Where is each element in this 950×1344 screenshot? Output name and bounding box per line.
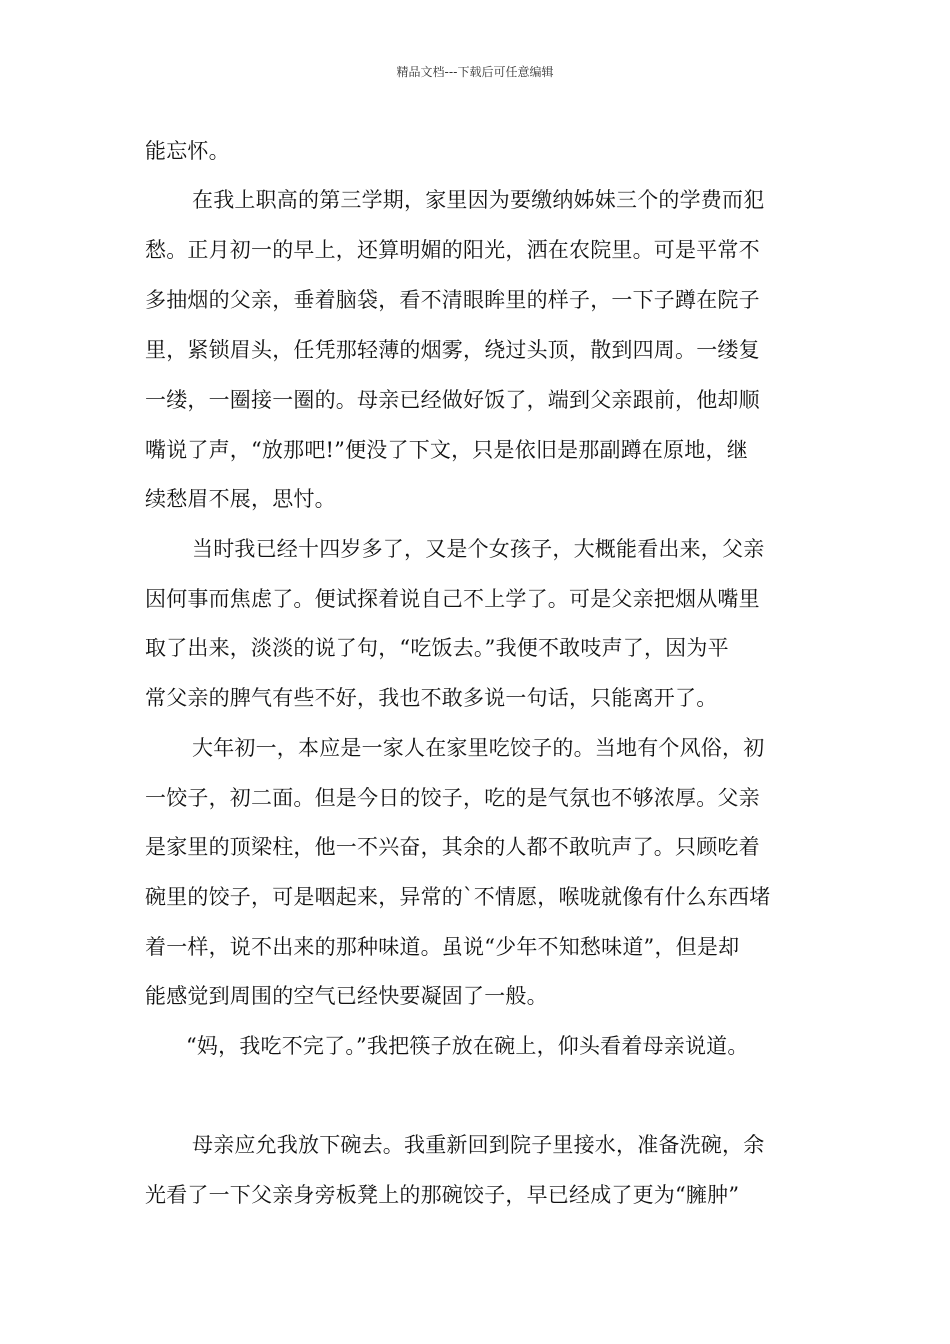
text-line: 愁。正月初一的早上，还算明媚的阳光，洒在农院里。可是平常不 — [145, 238, 760, 262]
text-line: 着一样，说不出来的那种味道。虽说“少年不知愁味道”，但是却 — [145, 935, 740, 959]
text-line: 因何事而焦虑了。便试探着说自己不上学了。可是父亲把烟从嘴里 — [145, 587, 760, 611]
text-line: 续愁眉不展，思忖。 — [145, 487, 336, 511]
text-line: 嘴说了声，“放那吧!”便没了下文，只是依旧是那副蹲在原地，继 — [145, 438, 748, 462]
text-line: 是家里的顶梁柱，他一不兴奋，其余的人都不敢吭声了。只顾吃着 — [145, 835, 760, 859]
text-line: 碗里的饺子，可是咽起来，异常的`不情愿，喉咙就像有什么东西堵 — [145, 885, 771, 909]
text-line: 一饺子，初二面。但是今日的饺子，吃的是气氛也不够浓厚。父亲 — [145, 786, 760, 810]
text-line: 当时我已经十四岁多了，又是个女孩子，大概能看出来，父亲 — [192, 537, 765, 561]
text-line: 能忘怀。 — [145, 139, 230, 163]
text-line: 能感觉到周围的空气已经快要凝固了一般。 — [145, 984, 548, 1008]
text-line: 在我上职高的第三学期，家里因为要缴纳姊妹三个的学费而犯 — [192, 188, 765, 212]
text-line: “妈，我吃不完了。”我把筷子放在碗上，仰头看着母亲说道。 — [186, 1034, 749, 1058]
text-line: 取了出来，淡淡的说了句，“吃饭去。”我便不敢吱声了，因为平 — [145, 636, 729, 660]
text-line: 多抽烟的父亲，垂着脑袋，看不清眼眸里的样子，一下子蹲在院子 — [145, 288, 760, 312]
page-header: 精品文档---下载后可任意编辑 — [396, 65, 554, 79]
text-line: 里，紧锁眉头，任凭那轻薄的烟雾，绕过头顶，散到四周。一缕复 — [145, 338, 760, 362]
text-line: 母亲应允我放下碗去。我重新回到院子里接水，准备洗碗，余 — [192, 1133, 765, 1157]
text-line: 常父亲的脾气有些不好，我也不敢多说一句话，只能离开了。 — [145, 686, 718, 710]
text-line: 大年初一，本应是一家人在家里吃饺子的。当地有个风俗，初 — [192, 736, 765, 760]
text-line: 光看了一下父亲身旁板凳上的那碗饺子，早已经成了更为“臃肿” — [145, 1183, 740, 1207]
text-line: 一缕，一圈接一圈的。母亲已经做好饭了，端到父亲跟前，他却顺 — [145, 388, 760, 412]
